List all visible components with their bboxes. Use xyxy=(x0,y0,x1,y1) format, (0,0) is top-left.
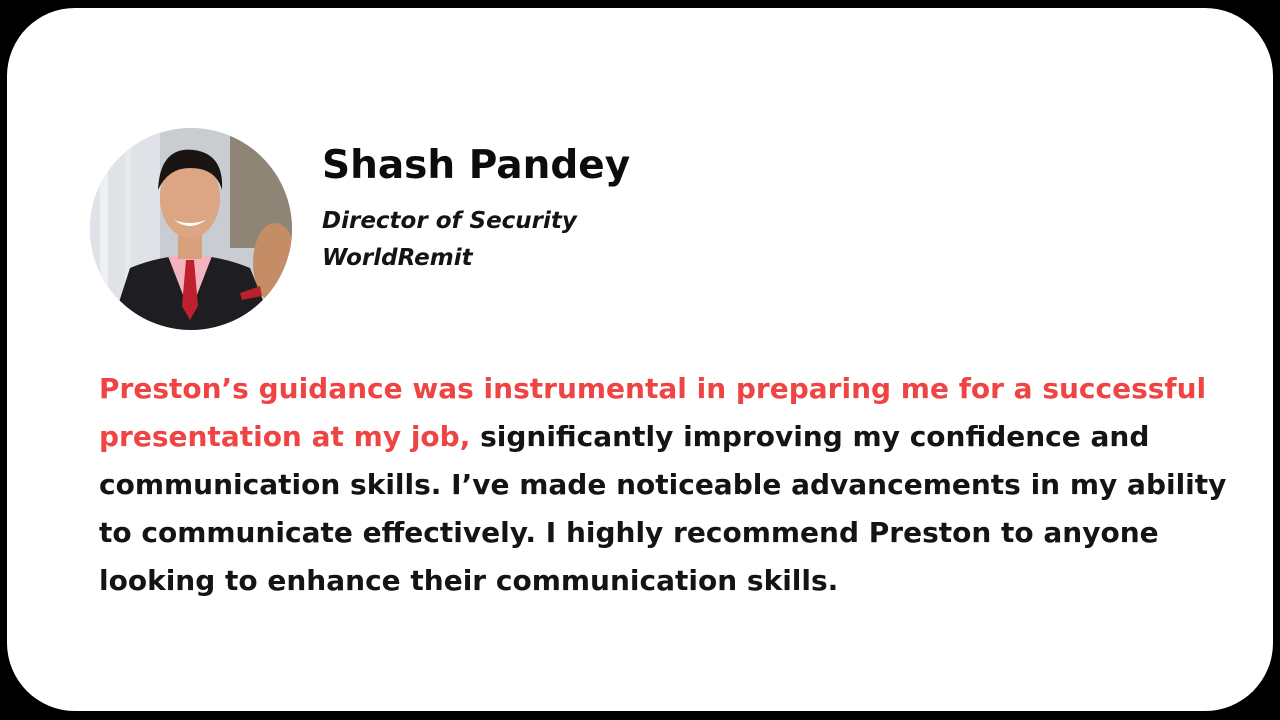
avatar xyxy=(90,128,292,330)
avatar-photo xyxy=(90,128,292,330)
testimonial-body: significantly improving my confidence and communication skills. I’ve made noticeable advancements in my ability to communicate effectively. I highly recommend Preston to anyone looking to enhance their communication skills. xyxy=(99,420,1227,597)
person-name: Shash Pandey xyxy=(322,143,631,188)
person-title: Director of Security xyxy=(322,208,577,234)
testimonial-card xyxy=(7,8,1273,711)
testimonial-highlight: Preston’s guidance was instrumental in preparing me for a successful presentation at my job, xyxy=(99,372,1207,453)
person-company: WorldRemit xyxy=(322,245,473,271)
testimonial-quote xyxy=(99,365,1249,605)
